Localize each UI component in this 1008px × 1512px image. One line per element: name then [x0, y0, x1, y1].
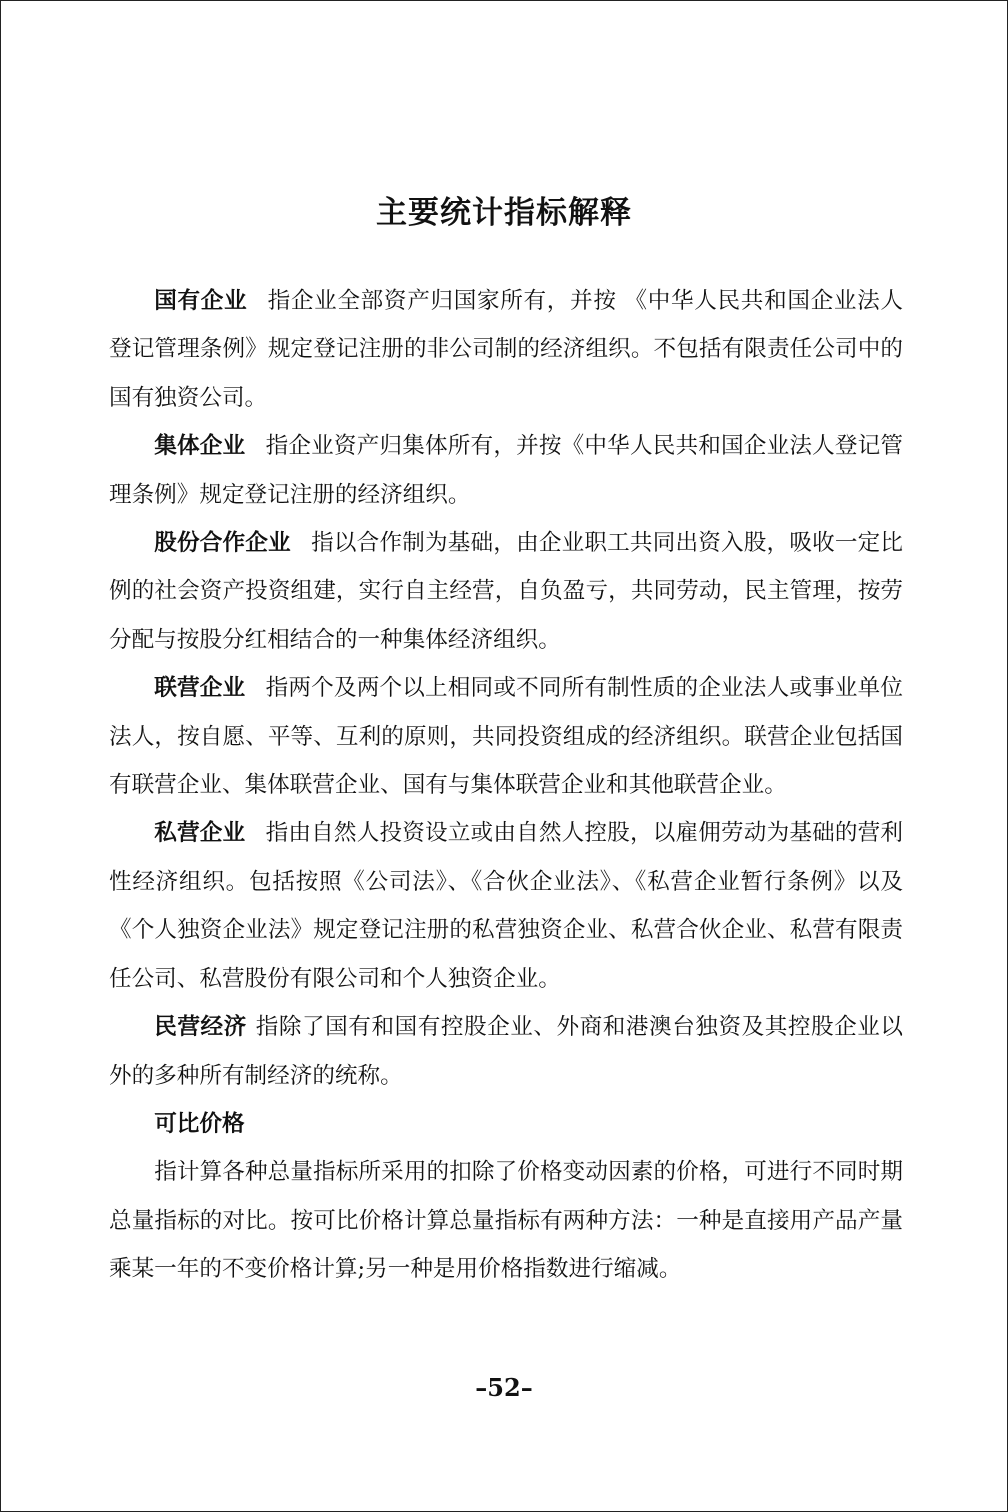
subheading-comparable-price: 可比价格: [154, 1110, 245, 1137]
page-title: 主要统计指标解释: [376, 195, 632, 231]
entry-joint-stock-cooperative: [109, 519, 903, 664]
page-number: –52–: [475, 1373, 533, 1402]
entry-term: 国有企业: [154, 288, 248, 314]
entry-term: 股份合作企业: [154, 530, 291, 557]
entry-text: 指以合作制为基础，由企业职工共同出资入股，吸收一定比例的社会资产投资组建，实行自主经营，自负盈亏，共同劳动，民主管理，按劳分配与按股分红相结合的一种集体经济组织。: [109, 530, 904, 653]
entry-term: 民营经济: [154, 1014, 247, 1041]
entry-state-owned-enterprise: [109, 277, 903, 422]
entry-text: 指除了国有和国有控股企业、外商和港澳台独资及其控股企业以外的多种所有制经济的统称。: [109, 1014, 904, 1089]
document-body: [109, 277, 903, 1294]
entry-collective-enterprise: [109, 422, 903, 519]
entry-term: 集体企业: [154, 433, 246, 460]
entry-text: 指企业资产归集体所有，并按《中华人民共和国企业法人登记管理条例》规定登记注册的经济组织。: [109, 433, 904, 508]
entry-private-economy: [109, 1003, 903, 1100]
comparable-price-text: 指计算各种总量指标所采用的扣除了价格变动因素的价格，可进行不同时期总量指标的对比。按可比价格计算总量指标有两种方法：一种是直接用产品产量乘某一年的不变价格计算;另一种是用价格指数进行缩减。: [109, 1159, 903, 1283]
entry-text: 指企业全部资产归国家所有，并按 《中华人民共和国企业法人登记管理条例》规定登记注册的非公司制的经济组织。不包括有限责任公司中的国有独资公司。: [109, 288, 904, 411]
entry-text: 指两个及两个以上相同或不同所有制性质的企业法人或事业单位法人，按自愿、平等、互利的原则，共同投资组成的经济组织。联营企业包括国有联营企业、集体联营企业、国有与集体联营企业和其他联营企业。: [109, 675, 904, 799]
entry-joint-enterprise: [109, 664, 903, 809]
entry-term: 私营企业: [154, 820, 246, 847]
entry-term: 联营企业: [154, 675, 246, 702]
entry-private-enterprise: [109, 809, 903, 1003]
entry-text: 指由自然人投资设立或由自然人控股，以雇佣劳动为基础的营利性经济组织。包括按照《公司法》、《合伙企业法》、《私营企业暂行条例》以及《个人独资企业法》规定登记注册的私营独资企业、私营合伙企业、私营有限责任公司、私营股份有限公司和个人独资企业。: [109, 820, 904, 992]
